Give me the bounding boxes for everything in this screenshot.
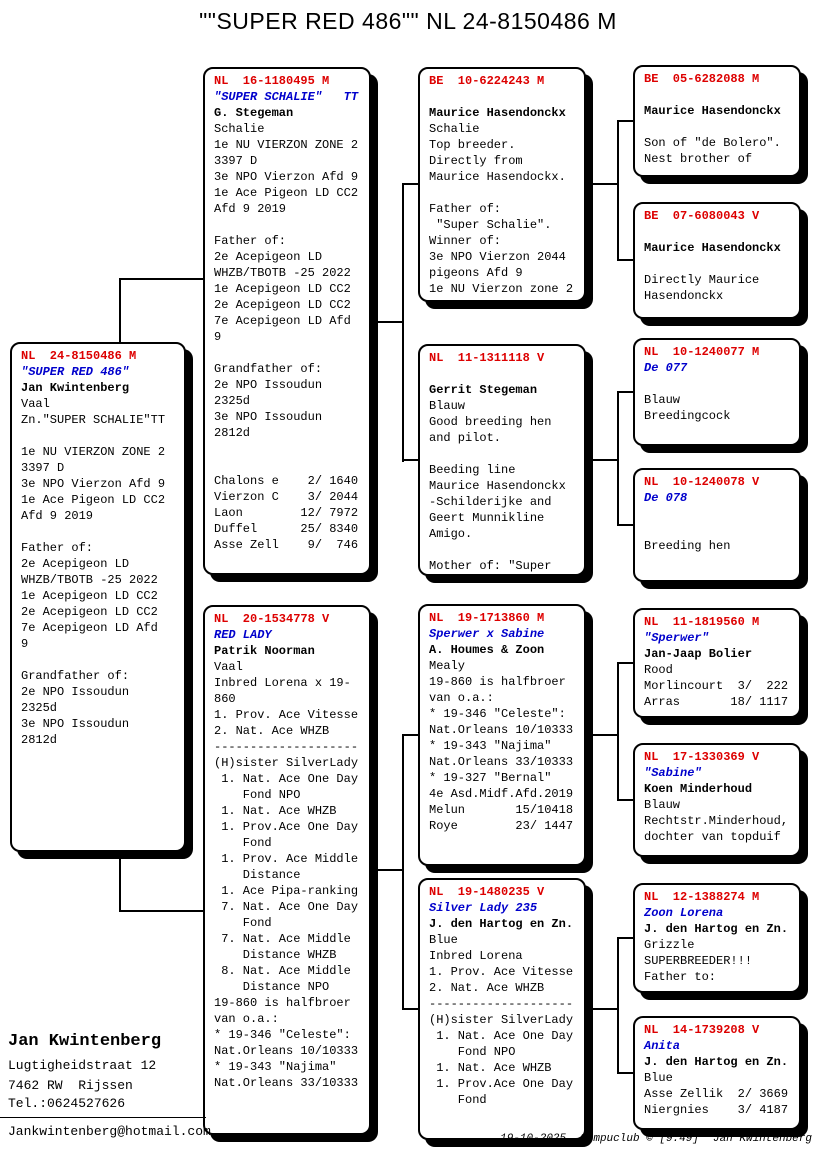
pedigree-line: "Sperwer" xyxy=(644,631,709,645)
pedigree-box-greatgrandparent-6 xyxy=(633,743,801,857)
pedigree-line: NL 14-1739208 V xyxy=(644,1023,760,1037)
pedigree-line: * 19-327 "Bernal" xyxy=(429,771,552,785)
pedigree-line: Geert Munnikline xyxy=(429,511,545,525)
pedigree-line: Morlincourt 3/ 222 xyxy=(644,679,789,693)
pedigree-line: 1. Nat. Ace WHZB xyxy=(214,804,337,818)
pedigree-line: -------------------- xyxy=(214,740,359,754)
pedigree-line: Father of: xyxy=(214,234,287,248)
connector-line xyxy=(402,183,419,185)
pedigree-line: Jan Kwintenberg xyxy=(21,381,130,395)
connector-line xyxy=(617,937,619,1074)
pedigree-box-grandsire-maternal xyxy=(418,604,586,866)
pedigree-line: 9 xyxy=(21,637,29,651)
pedigree-line xyxy=(21,524,184,540)
pedigree-line: Afd 9 2019 xyxy=(214,202,287,216)
pedigree-line: 1e NU VIERZON ZONE 2 xyxy=(214,138,359,152)
pedigree-line: De 078 xyxy=(644,491,688,505)
pedigree-box-granddam-maternal xyxy=(418,878,586,1140)
connector-line xyxy=(617,937,634,939)
page-title: ""SUPER RED 486"" NL 24-8150486 M xyxy=(199,8,617,34)
pedigree-line: Amigo. xyxy=(429,527,473,541)
pedigree-line: 1. Nat. Ace One Day xyxy=(214,772,359,786)
pedigree-line: Koen Minderhoud xyxy=(644,782,753,796)
pedigree-line: Schalie xyxy=(214,122,265,136)
pedigree-line: 19-860 is halfbroer xyxy=(429,675,566,689)
pedigree-line: 2325d xyxy=(21,701,58,715)
pedigree-line: 3e NPO Vierzon Afd 9 xyxy=(21,477,166,491)
pedigree-line: 1. Prov.Ace One Day xyxy=(214,820,359,834)
pedigree-line: Roye 23/ 1447 xyxy=(429,819,574,833)
connector-line xyxy=(402,459,419,461)
pedigree-line: 1. Prov. Ace Vitesse xyxy=(214,708,359,722)
pedigree-line: 1. Prov.Ace One Day xyxy=(429,1077,574,1091)
pedigree-line: Rechtstr.Minderhoud, xyxy=(644,814,789,828)
connector-line xyxy=(617,120,619,261)
pedigree-line: Fond xyxy=(214,916,272,930)
pedigree-line: (H)sister SilverLady xyxy=(214,756,359,770)
pedigree-line: Zn."SUPER SCHALIE"TT xyxy=(21,413,166,427)
pedigree-line: Jan-Jaap Bolier xyxy=(644,647,753,661)
pedigree-line: J. den Hartog en Zn. xyxy=(429,917,574,931)
connector-line xyxy=(119,278,205,280)
pedigree-line xyxy=(429,542,584,558)
pedigree-line: Blauw xyxy=(429,399,466,413)
pedigree-line: WHZB/TBOTB -25 2022 xyxy=(21,573,158,587)
pedigree-line: NL 12-1388274 M xyxy=(644,890,760,904)
pedigree-box-greatgrandparent-2 xyxy=(633,202,801,319)
pedigree-line: Nest brother of xyxy=(644,152,753,166)
pedigree-line: Father of: xyxy=(21,541,94,555)
pedigree-line: Mealy xyxy=(429,659,466,673)
pedigree-line: 19-860 is halfbroer xyxy=(214,996,351,1010)
pedigree-line: Blue xyxy=(644,1071,673,1085)
pedigree-line: Asse Zell 9/ 746 xyxy=(214,538,359,552)
pedigree-line: 3e NPO Issoudun xyxy=(21,717,130,731)
pedigree-box-greatgrandparent-1 xyxy=(633,65,801,177)
connector-line xyxy=(617,524,634,526)
pedigree-line: Distance NPO xyxy=(214,980,330,994)
pedigree-line: 3e NPO Vierzon Afd 9 xyxy=(214,170,359,184)
pedigree-line xyxy=(644,224,799,240)
contact-address-line1: Lugtigheidstraat 12 xyxy=(8,1058,157,1073)
pedigree-box-greatgrandparent-7 xyxy=(633,883,801,993)
pedigree-line: -------------------- xyxy=(429,997,574,1011)
connector-line xyxy=(119,852,121,912)
pedigree-line: 2812d xyxy=(21,733,58,747)
pedigree-line: 9 xyxy=(214,330,222,344)
pedigree-box-greatgrandparent-4 xyxy=(633,468,801,582)
pedigree-line: Beeding line xyxy=(429,463,516,477)
pedigree-line: Schalie xyxy=(429,122,480,136)
pedigree-line: Vaal xyxy=(21,397,50,411)
pedigree-line: SUPERBREEDER!!! xyxy=(644,954,753,968)
pedigree-line: NL 19-1480235 V xyxy=(429,885,545,899)
connector-line xyxy=(586,459,619,461)
pedigree-line: and pilot. xyxy=(429,431,502,445)
pedigree-line: 3e NPO Vierzon 2044 xyxy=(429,250,566,264)
pedigree-line xyxy=(429,185,584,201)
pedigree-line xyxy=(21,428,184,444)
pedigree-line: * 19-346 "Celeste": xyxy=(429,707,566,721)
pedigree-line: -Schilderijke and xyxy=(429,495,552,509)
pedigree-line xyxy=(429,89,584,105)
pedigree-line: BE 05-6282088 M xyxy=(644,72,760,86)
pedigree-box-grandsire-paternal xyxy=(418,67,586,302)
pedigree-line: Inbred Lorena x 19- xyxy=(214,676,351,690)
pedigree-line: Nat.Orleans 10/10333 xyxy=(429,723,574,737)
pedigree-line: Winner of: xyxy=(429,234,502,248)
pedigree-line: Afd 9 2019 xyxy=(21,509,94,523)
connector-line xyxy=(617,662,619,801)
pedigree-line xyxy=(644,256,799,272)
pedigree-line: 1. Prov. Ace Vitesse xyxy=(429,965,574,979)
pedigree-line: 1. Nat. Ace One Day xyxy=(429,1029,574,1043)
pedigree-line: Maurice Hasendonckx xyxy=(429,479,566,493)
pedigree-line: Distance xyxy=(214,868,301,882)
contact-divider xyxy=(0,1117,206,1118)
pedigree-line: Silver Lady 235 xyxy=(429,901,538,915)
pedigree-box-subject xyxy=(10,342,186,852)
pedigree-line xyxy=(644,119,799,135)
pedigree-line: 1e NU VIERZON ZONE 2 xyxy=(21,445,166,459)
pedigree-line: 2. Nat. Ace WHZB xyxy=(214,724,330,738)
connector-line xyxy=(371,869,404,871)
pedigree-line: Inbred Lorena xyxy=(429,949,523,963)
connector-line xyxy=(402,183,404,462)
pedigree-line xyxy=(214,217,369,233)
pedigree-line: 2e NPO Issoudun xyxy=(214,378,323,392)
contact-address-line2: 7462 RW Rijssen xyxy=(8,1078,133,1093)
pedigree-line: WHZB/TBOTB -25 2022 xyxy=(214,266,351,280)
contact-email: Jankwintenberg@hotmail.com xyxy=(8,1124,211,1139)
pedigree-line: NL 20-1534778 V xyxy=(214,612,330,626)
pedigree-line: 8. Nat. Ace Middle xyxy=(214,964,351,978)
pedigree-line: NL 24-8150486 M xyxy=(21,349,137,363)
pedigree-line: Fond xyxy=(214,836,272,850)
pedigree-line: Father of: xyxy=(429,202,502,216)
pedigree-line: Nat.Orleans 33/10333 xyxy=(214,1076,359,1090)
pedigree-box-granddam-paternal xyxy=(418,344,586,576)
pedigree-line: Blauw xyxy=(644,798,681,812)
pedigree-line: Nat.Orleans 33/10333 xyxy=(429,755,574,769)
pedigree-line: 4e Asd.Midf.Afd.2019 xyxy=(429,787,574,801)
pedigree-box-greatgrandparent-5 xyxy=(633,608,801,718)
pedigree-line: Zoon Lorena xyxy=(644,906,724,920)
pedigree-line xyxy=(214,457,369,473)
pedigree-line: (H)sister SilverLady xyxy=(429,1013,574,1027)
pedigree-line: 2812d xyxy=(214,426,251,440)
pedigree-line: 7e Acepigeon LD Afd xyxy=(214,314,351,328)
connector-line xyxy=(617,799,634,801)
pedigree-line: Arras 18/ 1117 xyxy=(644,695,789,709)
pedigree-line: 1. Ace Pipa-ranking xyxy=(214,884,359,898)
pedigree-line: 2e Acepigeon LD xyxy=(21,557,130,571)
pedigree-line: Fond xyxy=(429,1093,487,1107)
pedigree-line: Melun 15/10418 xyxy=(429,803,574,817)
pedigree-line: Nat.Orleans 10/10333 xyxy=(214,1044,359,1058)
pedigree-line: van o.a.: xyxy=(214,1012,279,1026)
footer xyxy=(486,1133,812,1145)
pedigree-line: Directly from xyxy=(429,154,523,168)
pedigree-line: van o.a.: xyxy=(429,691,494,705)
pedigree-line: 3397 D xyxy=(21,461,65,475)
pedigree-line: "SUPER SCHALIE" TT xyxy=(214,90,359,104)
pedigree-line: Grandfather of: xyxy=(21,669,130,683)
pedigree-line: 2e Acepigeon LD CC2 xyxy=(21,605,158,619)
pedigree-line: Maurice Hasendonckx xyxy=(644,104,781,118)
pedigree-line: 2e Acepigeon LD xyxy=(214,250,323,264)
connector-line xyxy=(402,734,404,1010)
pedigree-line: "Sabine" xyxy=(644,766,702,780)
pedigree-line: Father to: xyxy=(644,970,717,984)
pedigree-line: NL 10-1240077 M xyxy=(644,345,760,359)
connector-line xyxy=(402,734,419,736)
pedigree-line: pigeons Afd 9 xyxy=(429,266,523,280)
pedigree-line: 7e Acepigeon LD Afd xyxy=(21,621,158,635)
pedigree-line: Vaal xyxy=(214,660,243,674)
pedigree-line: 3e NPO Issoudun xyxy=(214,410,323,424)
pedigree-box-greatgrandparent-3 xyxy=(633,338,801,446)
pedigree-line: Patrik Noorman xyxy=(214,644,315,658)
pedigree-line: 7. Nat. Ace Middle xyxy=(214,932,351,946)
pedigree-line: 860 xyxy=(214,692,236,706)
pedigree-line: Distance WHZB xyxy=(214,948,337,962)
pedigree-line: Vierzon C 3/ 2044 xyxy=(214,490,359,504)
pedigree-line: Grandfather of: xyxy=(214,362,323,376)
pedigree-line: 1. Nat. Ace WHZB xyxy=(429,1061,552,1075)
pedigree-box-dam xyxy=(203,605,371,1135)
pedigree-line: Blue xyxy=(429,933,458,947)
pedigree-line: BE 10-6224243 M xyxy=(429,74,545,88)
connector-line xyxy=(617,259,634,261)
pedigree-line: * 19-343 "Najima" xyxy=(214,1060,337,1074)
footer-author: Jan Kwintenberg xyxy=(712,1133,812,1145)
pedigree-box-greatgrandparent-8 xyxy=(633,1016,801,1130)
pedigree-line: * 19-346 "Celeste": xyxy=(214,1028,351,1042)
pedigree-line: A. Houmes & Zoon xyxy=(429,643,545,657)
pedigree-line xyxy=(429,366,584,382)
pedigree-line: Fond NPO xyxy=(214,788,301,802)
pedigree-line: 1. Prov. Ace Middle xyxy=(214,852,359,866)
connector-line xyxy=(586,183,619,185)
pedigree-line: Chalons e 2/ 1640 xyxy=(214,474,359,488)
pedigree-line: Blauw xyxy=(644,393,681,407)
pedigree-line: Gerrit Stegeman xyxy=(429,383,538,397)
connector-line xyxy=(617,662,634,664)
pedigree-line: Grizzle xyxy=(644,938,695,952)
pedigree-line: 2e Acepigeon LD CC2 xyxy=(214,298,351,312)
connector-line xyxy=(617,391,619,526)
pedigree-line xyxy=(214,345,369,361)
pedigree-line: NL 10-1240078 V xyxy=(644,475,760,489)
pedigree-line: Top breeder. xyxy=(429,138,516,152)
pedigree-line xyxy=(214,441,369,457)
pedigree-line xyxy=(644,376,799,392)
pedigree-line: Asse Zellik 2/ 3669 xyxy=(644,1087,789,1101)
connector-line xyxy=(617,391,634,393)
pedigree-line: 7. Nat. Ace One Day xyxy=(214,900,359,914)
pedigree-line: Mother of: "Super xyxy=(429,559,552,573)
pedigree-line xyxy=(644,522,799,538)
connector-line xyxy=(586,1008,619,1010)
connector-line xyxy=(586,734,619,736)
pedigree-line: Breedingcock xyxy=(644,409,731,423)
contact-name: Jan Kwintenberg xyxy=(8,1032,162,1051)
pedigree-line: NL 17-1330369 V xyxy=(644,750,760,764)
pedigree-line: "SUPER RED 486" xyxy=(21,365,130,379)
pedigree-line xyxy=(644,506,799,522)
pedigree-line: Hasendonckx xyxy=(644,289,724,303)
connector-line xyxy=(119,278,121,344)
pedigree-line xyxy=(429,446,584,462)
pedigree-line: 1e Ace Pigeon LD CC2 xyxy=(214,186,359,200)
pedigree-box-sire xyxy=(203,67,371,575)
pedigree-line: NL 19-1713860 M xyxy=(429,611,545,625)
pedigree-line: BE 07-6080043 V xyxy=(644,209,760,223)
pedigree-line: * 19-343 "Najima" xyxy=(429,739,552,753)
pedigree-line: J. den Hartog en Zn. xyxy=(644,1055,789,1069)
pedigree-line: Good breeding hen xyxy=(429,415,552,429)
pedigree-line: RED LADY xyxy=(214,628,272,642)
connector-line xyxy=(617,120,634,122)
connector-line xyxy=(617,1072,634,1074)
pedigree-line: Breeding hen xyxy=(644,539,731,553)
pedigree-line: J. den Hartog en Zn. xyxy=(644,922,789,936)
footer-software: Compuclub © [9.49] xyxy=(580,1133,699,1145)
pedigree-line: NL 16-1180495 M xyxy=(214,74,330,88)
pedigree-line: 3397 D xyxy=(214,154,258,168)
pedigree-line: 2e NPO Issoudun xyxy=(21,685,130,699)
pedigree-line: NL 11-1819560 M xyxy=(644,615,760,629)
pedigree-line: NL 11-1311118 V xyxy=(429,351,545,365)
pedigree-line: 1e Acepigeon LD CC2 xyxy=(21,589,158,603)
pedigree-line: Rood xyxy=(644,663,673,677)
pedigree-line: Son of "de Bolero". xyxy=(644,136,781,150)
pedigree-line: G. Stegeman xyxy=(214,106,294,120)
contact-telephone: Tel.:0624527626 xyxy=(8,1096,126,1111)
pedigree-line: Directly Maurice xyxy=(644,273,760,287)
pedigree-line: Sperwer x Sabine xyxy=(429,627,545,641)
pedigree-line: Maurice Hasendonckx xyxy=(429,106,566,120)
pedigree-line: Duffel 25/ 8340 xyxy=(214,522,359,536)
pedigree-line: Niergnies 3/ 4187 xyxy=(644,1103,789,1117)
connector-line xyxy=(371,321,404,323)
pedigree-line: dochter van topduif xyxy=(644,830,781,844)
pedigree-line: 2. Nat. Ace WHZB xyxy=(429,981,545,995)
pedigree-line: De 077 xyxy=(644,361,688,375)
pedigree-line: Fond NPO xyxy=(429,1045,516,1059)
pedigree-line: 1e Acepigeon LD CC2 xyxy=(214,282,351,296)
pedigree-line: 1e Ace Pigeon LD CC2 xyxy=(21,493,166,507)
pedigree-line: 2325d xyxy=(214,394,251,408)
pedigree-line: Anita xyxy=(644,1039,681,1053)
pedigree-line: "Super Schalie". xyxy=(429,218,552,232)
pedigree-line: Laon 12/ 7972 xyxy=(214,506,359,520)
pedigree-line: Maurice Hasendonckx xyxy=(644,241,781,255)
pedigree-line: 1e NU Vierzon zone 2 xyxy=(429,282,574,296)
pedigree-line xyxy=(21,652,184,668)
footer-date: 19-10-2025 xyxy=(500,1133,567,1145)
connector-line xyxy=(402,1008,419,1010)
connector-line xyxy=(119,910,205,912)
pedigree-line xyxy=(644,87,799,103)
pedigree-line: Maurice Hasendockx. xyxy=(429,170,566,184)
